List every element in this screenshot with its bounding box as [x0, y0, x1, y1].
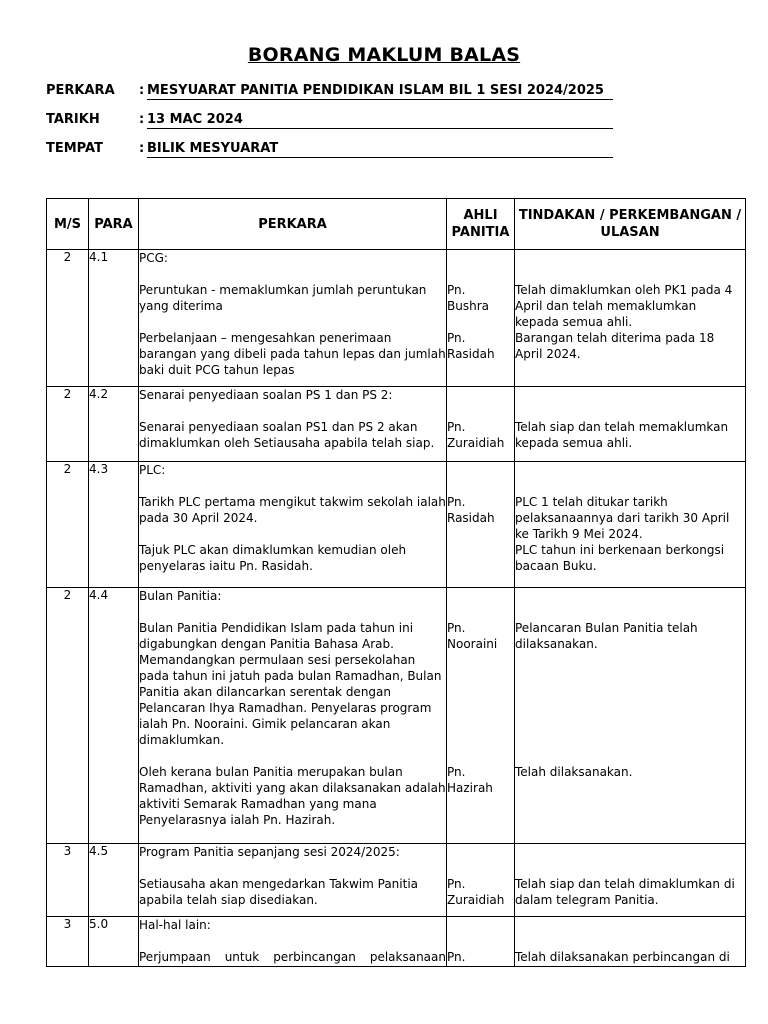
tindakan-line: April dan telah memaklumkan	[515, 299, 697, 313]
ahli-line	[447, 812, 514, 828]
tindakan-line	[515, 684, 745, 700]
table-row	[47, 588, 746, 844]
cell-ahli	[447, 588, 515, 844]
perkara-line: Ramadhan, aktiviti yang akan dilaksanakan adalah	[139, 781, 446, 795]
meta-value: 13 MAC 2024	[147, 112, 613, 129]
perkara-line: apabila telah siap disediakan.	[139, 893, 318, 907]
meta-value: MESYUARAT PANITIA PENDIDIKAN ISLAM BIL 1 SESI 2024/2025	[147, 83, 613, 100]
table-row	[47, 844, 746, 917]
tindakan-line: Telah dimaklumkan oleh PK1 pada 4	[515, 283, 733, 297]
tindakan-line: April 2024.	[515, 347, 581, 361]
cell-ms: 2	[47, 588, 89, 844]
tindakan-line	[515, 387, 745, 403]
perkara-line: Tajuk PLC akan dimaklumkan kemudian oleh	[139, 543, 407, 557]
cell-perkara	[139, 844, 447, 917]
ahli-line	[447, 860, 514, 876]
cell-tindakan	[515, 917, 746, 967]
table-row	[47, 462, 746, 588]
tindakan-line	[515, 844, 745, 860]
tindakan-line: Telah dilaksanakan perbincangan di	[515, 950, 730, 964]
cell-para: 4.4	[89, 588, 139, 844]
perkara-line: Senarai penyediaan soalan PS 1 dan PS 2:	[139, 388, 393, 402]
ahli-line: Rasidah	[447, 347, 495, 361]
ahli-line	[447, 933, 514, 949]
page-title: BORANG MAKLUM BALAS	[247, 44, 521, 66]
tindakan-line	[515, 652, 745, 668]
perkara-line: Program Panitia sepanjang sesi 2024/2025:	[139, 845, 400, 859]
cell-ms: 2	[47, 387, 89, 462]
cell-tindakan	[515, 588, 746, 844]
tindakan-line	[515, 933, 745, 949]
perkara-line: ialah Pn. Nooraini. Gimik pelancaran akan	[139, 717, 391, 731]
ahli-line: Pn.	[447, 283, 466, 297]
ahli-line: Rasidah	[447, 511, 495, 525]
ahli-line	[447, 314, 514, 330]
tindakan-line: PLC tahun ini berkenaan berkongsi	[515, 543, 725, 557]
perkara-line: penyelaras iaitu Pn. Rasidah.	[139, 559, 313, 573]
tindakan-line: bacaan Buku.	[515, 559, 597, 573]
tindakan-line: Barangan telah diterima pada 18	[515, 331, 715, 345]
tindakan-line: pelaksanaannya dari tarikh 30 April	[515, 511, 730, 525]
ahli-line	[447, 403, 514, 419]
header-tindakan-line: ULASAN	[600, 225, 660, 240]
tindakan-line	[515, 732, 745, 748]
perkara-line: aktiviti Semarak Ramadhan yang mana	[139, 797, 377, 811]
perkara-line: Pelancaran Ihya Ramadhan. Penyelaras program	[139, 701, 432, 715]
ahli-line: Pn.	[447, 495, 466, 509]
ahli-line	[447, 250, 514, 266]
cell-ms: 3	[47, 917, 89, 967]
table-body	[47, 250, 746, 967]
tindakan-line	[515, 716, 745, 732]
ahli-line: Zuraidiah	[447, 893, 505, 907]
table-row	[47, 387, 746, 462]
perkara-line: Perjumpaan untuk perbincangan pelaksanaan	[139, 950, 446, 964]
ahli-line	[447, 387, 514, 403]
perkara-line: Peruntukan - memaklumkan jumlah peruntukan	[139, 283, 427, 297]
ahli-line	[447, 588, 514, 604]
perkara-line: Panitia akan dilancarkan serentak dengan	[139, 685, 391, 699]
ahli-line	[447, 716, 514, 732]
cell-para: 4.3	[89, 462, 139, 588]
cell-ms: 2	[47, 462, 89, 588]
perkara-line: PCG:	[139, 251, 168, 265]
perkara-line	[139, 933, 446, 949]
ahli-line: Pn.	[447, 331, 466, 345]
perkara-line: Senarai penyediaan soalan PS1 dan PS 2 akan	[139, 420, 418, 434]
perkara-line	[139, 403, 446, 419]
ahli-line	[447, 604, 514, 620]
cell-ahli	[447, 462, 515, 588]
perkara-line: Penyelarasnya ialah Pn. Hazirah.	[139, 813, 336, 827]
ahli-line: Hazirah	[447, 781, 493, 795]
perkara-line: Oleh kerana bulan Panitia merupakan bulan	[139, 765, 403, 779]
cell-perkara	[139, 250, 447, 387]
meta-value: BILIK MESYUARAT	[147, 141, 613, 158]
perkara-line: Memandangkan permulaan sesi persekolahan	[139, 653, 416, 667]
tindakan-line	[515, 860, 745, 876]
tindakan-line	[515, 266, 745, 282]
tindakan-line	[515, 250, 745, 266]
header-tindakan-line: TINDAKAN / PERKEMBANGAN /	[518, 208, 742, 223]
cell-para: 4.5	[89, 844, 139, 917]
meta-label: TEMPAT	[46, 141, 103, 156]
meta-colon: :	[139, 83, 145, 98]
tindakan-line	[515, 748, 745, 764]
tindakan-line: Telah dilaksanakan.	[515, 765, 633, 779]
tindakan-line	[515, 668, 745, 684]
header-ms: M/S	[47, 199, 89, 250]
tindakan-line: dalam telegram Panitia.	[515, 893, 659, 907]
perkara-line: Bulan Panitia:	[139, 589, 222, 603]
ahli-line	[447, 478, 514, 494]
ahli-line: Nooraini	[447, 637, 498, 651]
ahli-line	[447, 684, 514, 700]
meta-colon: :	[139, 112, 145, 127]
perkara-line: digabungkan dengan Panitia Bahasa Arab.	[139, 637, 394, 651]
ahli-line	[447, 542, 514, 558]
cell-perkara	[139, 387, 447, 462]
tindakan-line	[515, 812, 745, 828]
ahli-line	[447, 748, 514, 764]
tindakan-line	[515, 780, 745, 796]
header-perkara: PERKARA	[139, 199, 447, 250]
tindakan-line: PLC 1 telah ditukar tarikh	[515, 495, 668, 509]
cell-perkara	[139, 917, 447, 967]
ahli-line: Pn.	[447, 621, 466, 635]
minutes-table	[46, 198, 746, 967]
tindakan-line	[515, 403, 745, 419]
cell-ahli	[447, 387, 515, 462]
meta-label: TARIKH	[46, 112, 100, 127]
cell-tindakan	[515, 844, 746, 917]
perkara-line: barangan yang dibeli pada tahun lepas dan jumlah	[139, 347, 446, 361]
ahli-line	[447, 700, 514, 716]
tindakan-line	[515, 462, 745, 478]
table-row	[47, 250, 746, 387]
ahli-line	[447, 462, 514, 478]
cell-ms: 3	[47, 844, 89, 917]
cell-ahli	[447, 844, 515, 917]
table-row	[47, 917, 746, 967]
perkara-line: Hal-hal lain:	[139, 918, 211, 932]
ahli-line	[447, 526, 514, 542]
cell-tindakan	[515, 250, 746, 387]
perkara-line: Bulan Panitia Pendidikan Islam pada tahun ini	[139, 621, 414, 635]
perkara-line	[139, 748, 446, 764]
cell-tindakan	[515, 387, 746, 462]
ahli-line	[447, 732, 514, 748]
tindakan-line	[515, 604, 745, 620]
tindakan-line: Telah siap dan telah dimaklumkan di	[515, 877, 735, 891]
table-header-row	[47, 199, 746, 250]
ahli-line	[447, 668, 514, 684]
ahli-line	[447, 266, 514, 282]
perkara-line	[139, 526, 446, 542]
perkara-line: Perbelanjaan – mengesahkan penerimaan	[139, 331, 392, 345]
cell-ahli	[447, 917, 515, 967]
perkara-line: Setiausaha akan mengedarkan Takwim Panitia	[139, 877, 419, 891]
tindakan-line: Pelancaran Bulan Panitia telah	[515, 621, 698, 635]
perkara-line: dimaklumkan.	[139, 733, 225, 747]
cell-perkara	[139, 588, 447, 844]
perkara-line: yang diterima	[139, 299, 223, 313]
cell-para: 4.1	[89, 250, 139, 387]
header-tindakan	[515, 199, 746, 250]
tindakan-line: Telah siap dan telah memaklumkan	[515, 420, 729, 434]
perkara-line: pada tahun ini jatuh pada bulan Ramadhan, Bulan	[139, 669, 442, 683]
perkara-line	[139, 604, 446, 620]
meta-label: PERKARA	[46, 83, 115, 98]
cell-ahli	[447, 250, 515, 387]
perkara-line: dimaklumkan oleh Setiausaha apabila telah siap.	[139, 436, 435, 450]
perkara-line: PLC:	[139, 463, 166, 477]
perkara-line	[139, 266, 446, 282]
tindakan-line: kepada semua ahli.	[515, 436, 633, 450]
tindakan-line	[515, 478, 745, 494]
perkara-line	[139, 860, 446, 876]
cell-ms: 2	[47, 250, 89, 387]
ahli-line	[447, 917, 514, 933]
meta-colon: :	[139, 141, 145, 156]
tindakan-line	[515, 588, 745, 604]
ahli-line: Pn.	[447, 877, 466, 891]
perkara-line	[139, 314, 446, 330]
tindakan-line	[515, 917, 745, 933]
header-para: PARA	[89, 199, 139, 250]
ahli-line	[447, 844, 514, 860]
tindakan-line	[515, 362, 745, 378]
header-ahli-line: PANITIA	[451, 225, 510, 240]
ahli-line: Pn.	[447, 950, 466, 964]
cell-perkara	[139, 462, 447, 588]
tindakan-line	[515, 700, 745, 716]
perkara-line: pada 30 April 2024.	[139, 511, 258, 525]
cell-para: 5.0	[89, 917, 139, 967]
tindakan-line: kepada semua ahli.	[515, 315, 633, 329]
cell-para: 4.2	[89, 387, 139, 462]
ahli-line	[447, 796, 514, 812]
ahli-line: Bushra	[447, 299, 489, 313]
perkara-line	[139, 478, 446, 494]
ahli-line: Zuraidiah	[447, 436, 505, 450]
header-ahli-panitia	[447, 199, 515, 250]
ahli-line: Pn.	[447, 765, 466, 779]
tindakan-line: dilaksanakan.	[515, 637, 598, 651]
perkara-line: baki duit PCG tahun lepas	[139, 363, 295, 377]
cell-tindakan	[515, 462, 746, 588]
tindakan-line	[515, 796, 745, 812]
header-ahli-line: AHLI	[463, 208, 498, 223]
ahli-line	[447, 558, 514, 574]
perkara-line: Tarikh PLC pertama mengikut takwim sekolah ialah	[139, 495, 446, 509]
ahli-line	[447, 652, 514, 668]
ahli-line: Pn.	[447, 420, 466, 434]
ahli-line	[447, 362, 514, 378]
tindakan-line: ke Tarikh 9 Mei 2024.	[515, 527, 643, 541]
